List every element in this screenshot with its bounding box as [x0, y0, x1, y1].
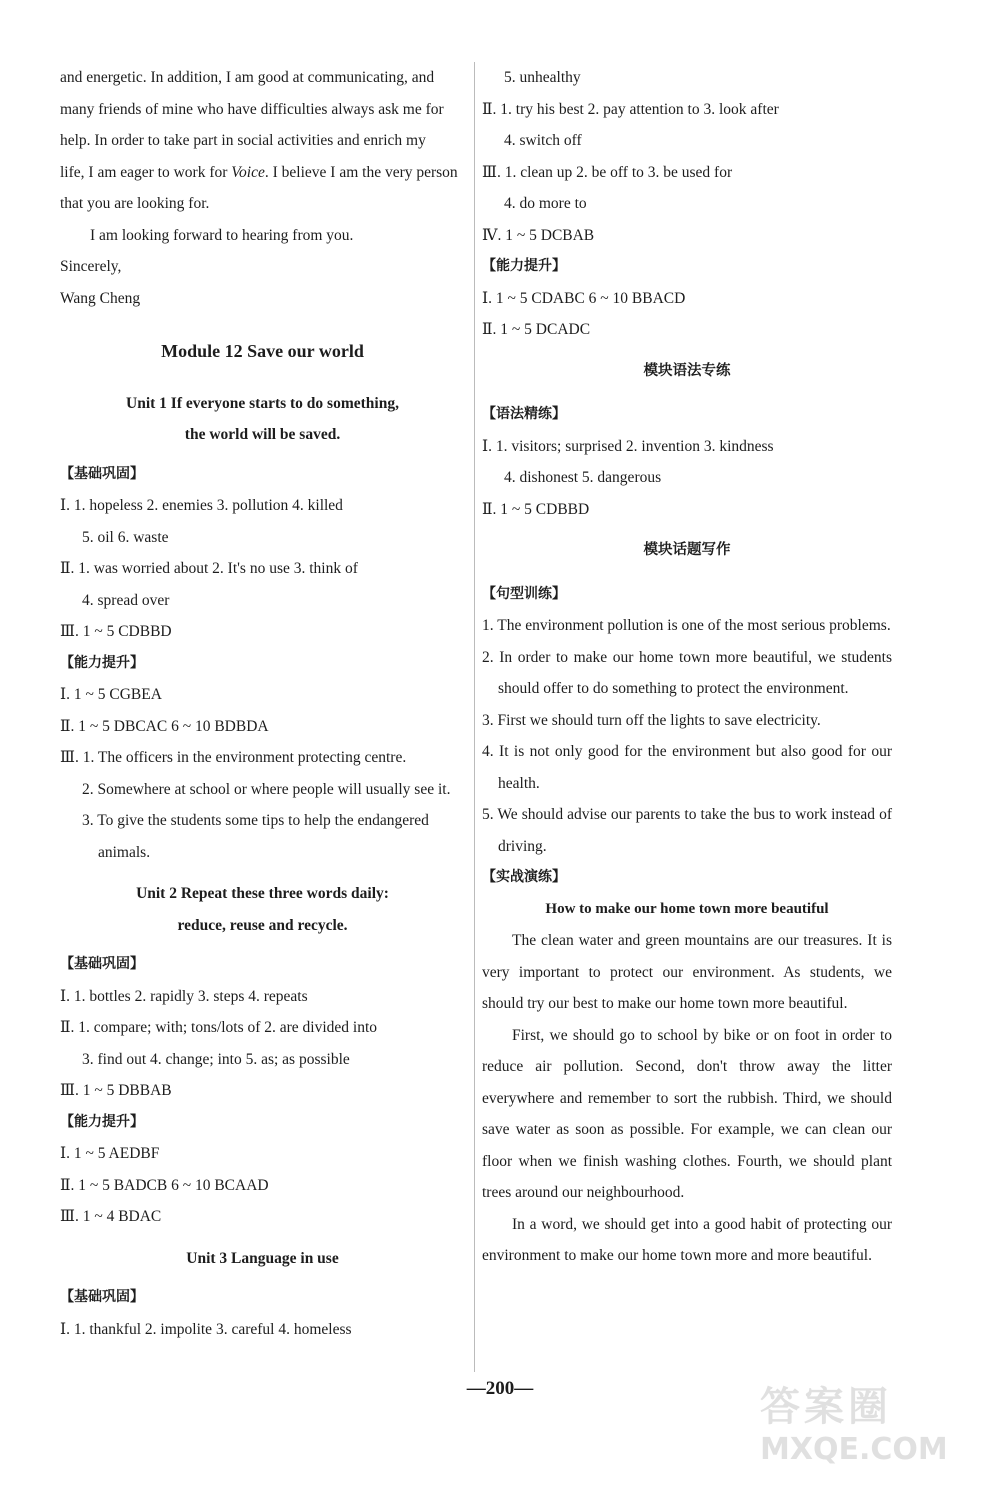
section-header-practice: 【实战演练】 [482, 869, 566, 885]
sentence-item: 5. We should advise our parents to take the bus to work instead of driving. [482, 806, 892, 855]
answer-line: Ⅰ. 1. thankful 2. impolite 3. careful 4. homeless [60, 1320, 352, 1338]
text-line [60, 157, 465, 189]
section-header-basic: 【基础巩固】 [60, 956, 144, 972]
left-column [60, 62, 465, 1345]
section-header-basic: 【基础巩固】 [60, 465, 144, 482]
section-header-grammar: 【语法精练】 [482, 406, 566, 422]
essay-paragraph: First, we should go to school by bike or on foot in order to reduce air pollution. Second, don't throw away the litter everywhere and remember to sort the rubbish. Third, we should save water as soon as possible. For example, we can clean our floor when we finish washing clothes. Fourth, we should plant trees around our neighbourhood. [482, 1026, 892, 1201]
unit-title-line: Unit 2 Repeat these three words daily: [136, 885, 389, 902]
section-header-sentences: 【句型训练】 [482, 585, 566, 602]
closing-line: I am looking forward to hearing from you. [90, 226, 354, 244]
answer-line: 5. oil 6. waste [82, 528, 169, 546]
section-header-ability: 【能力提升】 [60, 1113, 144, 1130]
section-header-basic: 【基础巩固】 [60, 1289, 144, 1305]
answer-line: Ⅱ. 1 ~ 5 DCADC [482, 321, 591, 338]
answer-line: 3. To give the students some tips to help the endangered [82, 812, 429, 829]
answer-line: Ⅲ. 1. clean up 2. be off to 3. be used for [482, 163, 733, 181]
answer-line: 4. switch off [504, 132, 582, 149]
sentence-item: 3. First we should turn off the lights to save electricity. [482, 711, 821, 729]
signature: Wang Cheng [60, 289, 141, 307]
answer-line: Ⅰ. 1 ~ 5 CGBEA [60, 686, 162, 703]
answer-line: Ⅲ. 1 ~ 5 CDBBD [60, 623, 172, 640]
text-line: and energetic. In addition, I am good at communicating, and [60, 69, 435, 86]
sentence-item: 2. In order to make our home town more beautiful, we students should offer to do something to protect the environment. [482, 648, 892, 697]
answer-line: Ⅱ. 1. compare; with; tons/lots of 2. are divided into [60, 1019, 378, 1036]
answer-line: 4. spread over [82, 591, 170, 609]
unit-title-line: reduce, reuse and recycle. [177, 916, 348, 934]
watermark-url: MXQE.COM [760, 1432, 948, 1467]
text-span: life, I am eager to work for [60, 163, 232, 181]
answer-line: Ⅱ. 1 ~ 5 BADCB 6 ~ 10 BCAAD [60, 1176, 269, 1194]
answer-line: Ⅰ. 1 ~ 5 AEDBF [60, 1145, 160, 1162]
unit3-title: Unit 3 Language in use [186, 1249, 339, 1267]
page-number: —200— [466, 1378, 534, 1399]
text-line: many friends of mine who have difficulties always ask me for [60, 100, 444, 118]
answer-line: 4. dishonest 5. dangerous [504, 469, 662, 486]
section-header-ability: 【能力提升】 [60, 654, 144, 671]
text-line: help. In order to take part in social activities and enrich my [60, 132, 426, 149]
signoff: Sincerely, [60, 258, 122, 275]
answer-line: Ⅱ. 1 ~ 5 DBCAC 6 ~ 10 BDBDA [60, 717, 269, 735]
writing-section-title: 模块话题写作 [643, 542, 731, 558]
answer-line: 5. unhealthy [504, 69, 581, 86]
unit2-title [60, 878, 465, 941]
text-line: that you are looking for. [60, 195, 210, 212]
answer-line: Ⅱ. 1 ~ 5 CDBBD [482, 500, 590, 518]
unit-title-line: Unit 1 If everyone starts to do something, [126, 394, 399, 412]
sentence-item: 1. The environment pollution is one of the most serious problems. [482, 617, 891, 634]
essay-paragraph: In a word, we should get into a good habit of protecting our environment to make our home town more and more beautiful. [482, 1215, 892, 1264]
answer-line: Ⅰ. 1. visitors; surprised 2. invention 3. kindness [482, 437, 774, 455]
unit1-title [60, 388, 465, 451]
answer-line: 4. do more to [504, 195, 587, 212]
answer-line: Ⅲ. 1 ~ 4 BDAC [60, 1208, 162, 1225]
answer-line: Ⅲ. 1. The officers in the environment protecting centre. [60, 749, 407, 766]
answer-line: Ⅰ. 1 ~ 5 CDABC 6 ~ 10 BBACD [482, 289, 686, 307]
unit-title-line: the world will be saved. [184, 426, 341, 443]
text-span: . I believe I am the very person [264, 163, 458, 181]
essay-title: How to make our home town more beautiful [545, 900, 829, 917]
answer-line: Ⅳ. 1 ~ 5 DCBAB [482, 226, 595, 244]
answer-line: 3. find out 4. change; into 5. as; as possible [82, 1050, 350, 1068]
answer-line: Ⅱ. 1. was worried about 2. It's no use 3. think of [60, 560, 358, 577]
answer-line: Ⅰ. 1. hopeless 2. enemies 3. pollution 4. killed [60, 497, 343, 514]
answer-line: animals. [98, 843, 151, 861]
watermark [760, 1375, 990, 1485]
column-divider [474, 62, 475, 1372]
watermark-text: 答案圈 [760, 1384, 892, 1430]
italic-title: Voice [231, 163, 265, 181]
letter-body [60, 62, 465, 314]
essay-paragraph: The clean water and green mountains are our treasures. It is very important to protect our environment. As students, we should try our best to make our home town more beautiful. [482, 932, 892, 1012]
section-header-ability: 【能力提升】 [482, 258, 566, 274]
module-title: Module 12 Save our world [161, 341, 364, 361]
right-column [482, 62, 892, 1272]
answer-line: Ⅲ. 1 ~ 5 DBBAB [60, 1082, 172, 1099]
answer-line: Ⅱ. 1. try his best 2. pay attention to 3. look after [482, 100, 779, 118]
sentence-item: 4. It is not only good for the environment but also good for our health. [482, 743, 892, 792]
answer-line: Ⅰ. 1. bottles 2. rapidly 3. steps 4. repeats [60, 987, 308, 1005]
answer-line: 2. Somewhere at school or where people will usually see it. [82, 780, 451, 798]
grammar-section-title: 模块语法专练 [643, 362, 731, 379]
